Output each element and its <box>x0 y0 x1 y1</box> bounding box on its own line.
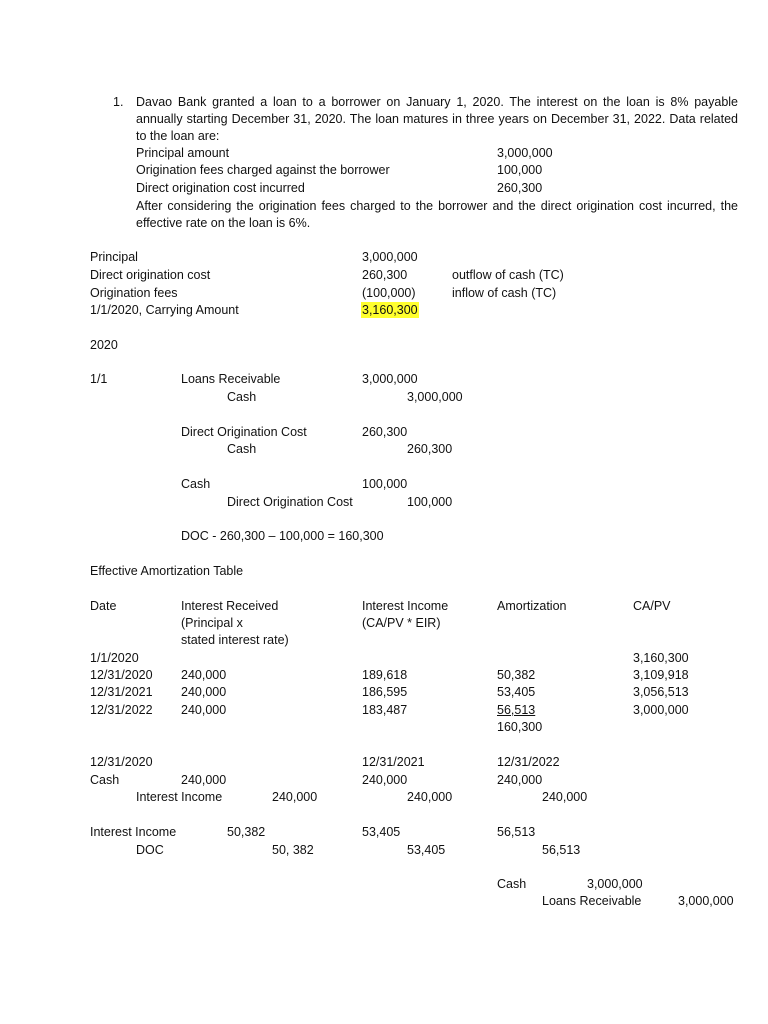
row2-income: 186,595 <box>362 685 408 699</box>
carrying-value-total-highlighted: 3,160,300 <box>362 303 418 317</box>
row1-received: 240,000 <box>181 668 227 682</box>
amort-doc-2022: 56,513 <box>542 843 581 857</box>
row2-capv: 3,056,513 <box>633 685 689 699</box>
amort-interest-income-2020: 50,382 <box>227 825 266 839</box>
yearend-cash-label: Cash <box>90 773 120 787</box>
carrying-label-total: 1/1/2020, Carrying Amount <box>90 303 239 317</box>
row2-amortization: 53,405 <box>497 685 536 699</box>
header-received-2: (Principal x <box>181 616 243 630</box>
header-income-2: (CA/PV * EIR) <box>362 616 441 630</box>
header-date: Date <box>90 599 117 613</box>
row1-date: 12/31/2020 <box>90 668 153 682</box>
header-capv: CA/PV <box>633 599 671 613</box>
row1-income: 189,618 <box>362 668 408 682</box>
yearend-date-2020: 12/31/2020 <box>90 755 153 769</box>
amort-interest-income-label: Interest Income <box>90 825 177 839</box>
year-heading: 2020 <box>90 338 118 352</box>
entry1-debit: Loans Receivable <box>181 372 281 386</box>
entry2-credit: Cash <box>227 442 257 456</box>
yearend-cash-2021: 240,000 <box>362 773 408 787</box>
entry1-debit-amount: 3,000,000 <box>362 372 418 386</box>
yearend-cash-2020: 240,000 <box>181 773 227 787</box>
row2-received: 240,000 <box>181 685 227 699</box>
final-loans-receivable-label: Loans Receivable <box>542 894 642 908</box>
row3-amortization: 56,513 <box>497 703 536 717</box>
entry2-debit: Direct Origination Cost <box>181 425 307 439</box>
entry3-debit: Cash <box>181 477 211 491</box>
doc-calculation: DOC - 260,300 – 100,000 = 160,300 <box>181 529 384 543</box>
row2-date: 12/31/2021 <box>90 685 153 699</box>
data-label-fees: Origination fees charged against the borrower <box>136 163 390 177</box>
yearend-date-2022: 12/31/2022 <box>497 755 560 769</box>
entry2-debit-amount: 260,300 <box>362 425 408 439</box>
header-received-3: stated interest rate) <box>181 633 289 647</box>
amort-doc-2021: 53,405 <box>407 843 446 857</box>
row3-income: 183,487 <box>362 703 408 717</box>
amort-doc-2020: 50, 382 <box>272 843 314 857</box>
data-label-principal: Principal amount <box>136 146 230 160</box>
carrying-note-doc: outflow of cash (TC) <box>452 268 564 282</box>
row3-capv: 3,000,000 <box>633 703 689 717</box>
entry1-credit-amount: 3,000,000 <box>407 390 463 404</box>
problem-line-2: annually starting December 31, 2020. The loan matures in three years on December 31, 2022. Data related <box>136 112 738 126</box>
carrying-label-doc: Direct origination cost <box>90 268 211 282</box>
amort-doc-label: DOC <box>136 843 164 857</box>
entry3-credit: Direct Origination Cost <box>227 495 353 509</box>
row0-date: 1/1/2020 <box>90 651 139 665</box>
carrying-value-fees: (100,000) <box>362 286 416 300</box>
data-label-cost: Direct origination cost incurred <box>136 181 305 195</box>
row0-capv: 3,160,300 <box>633 651 689 665</box>
problem-line-5: effective rate on the loan is 6%. <box>136 216 311 230</box>
carrying-value-principal: 3,000,000 <box>362 250 418 264</box>
header-income-1: Interest Income <box>362 599 449 613</box>
yearend-interest-income-label: Interest Income <box>136 790 223 804</box>
entry3-credit-amount: 100,000 <box>407 495 453 509</box>
data-value-cost: 260,300 <box>497 181 543 195</box>
entry2-credit-amount: 260,300 <box>407 442 453 456</box>
amort-interest-income-2021: 53,405 <box>362 825 401 839</box>
table-title: Effective Amortization Table <box>90 564 244 578</box>
problem-number: 1. <box>113 95 124 109</box>
entry1-credit: Cash <box>227 390 257 404</box>
yearend-cash-2022: 240,000 <box>497 773 543 787</box>
entry-date: 1/1 <box>90 372 108 386</box>
problem-line-3: to the loan are: <box>136 129 220 143</box>
final-cash-label: Cash <box>497 877 527 891</box>
yearend-interest-income-2020: 240,000 <box>272 790 318 804</box>
data-value-fees: 100,000 <box>497 163 543 177</box>
carrying-value-doc: 260,300 <box>362 268 408 282</box>
amortization-total: 160,300 <box>497 720 543 734</box>
data-value-principal: 3,000,000 <box>497 146 553 160</box>
row1-capv: 3,109,918 <box>633 668 689 682</box>
carrying-note-fees: inflow of cash (TC) <box>452 286 557 300</box>
yearend-date-2021: 12/31/2021 <box>362 755 425 769</box>
row3-received: 240,000 <box>181 703 227 717</box>
row3-date: 12/31/2022 <box>90 703 153 717</box>
carrying-label-principal: Principal <box>90 250 138 264</box>
problem-line-1: Davao Bank granted a loan to a borrower on January 1, 2020. The interest on the loan is 8% payable <box>136 95 738 109</box>
carrying-label-fees: Origination fees <box>90 286 178 300</box>
amort-interest-income-2022: 56,513 <box>497 825 536 839</box>
yearend-interest-income-2022: 240,000 <box>542 790 588 804</box>
problem-line-4: After considering the origination fees charged to the borrower and the direct origination cost incurred, the <box>136 199 738 213</box>
header-amortization: Amortization <box>497 599 567 613</box>
entry3-debit-amount: 100,000 <box>362 477 408 491</box>
final-cash-amount: 3,000,000 <box>587 877 643 891</box>
yearend-interest-income-2021: 240,000 <box>407 790 453 804</box>
final-loans-receivable-amount: 3,000,000 <box>678 894 734 908</box>
row1-amortization: 50,382 <box>497 668 536 682</box>
header-received-1: Interest Received <box>181 599 279 613</box>
